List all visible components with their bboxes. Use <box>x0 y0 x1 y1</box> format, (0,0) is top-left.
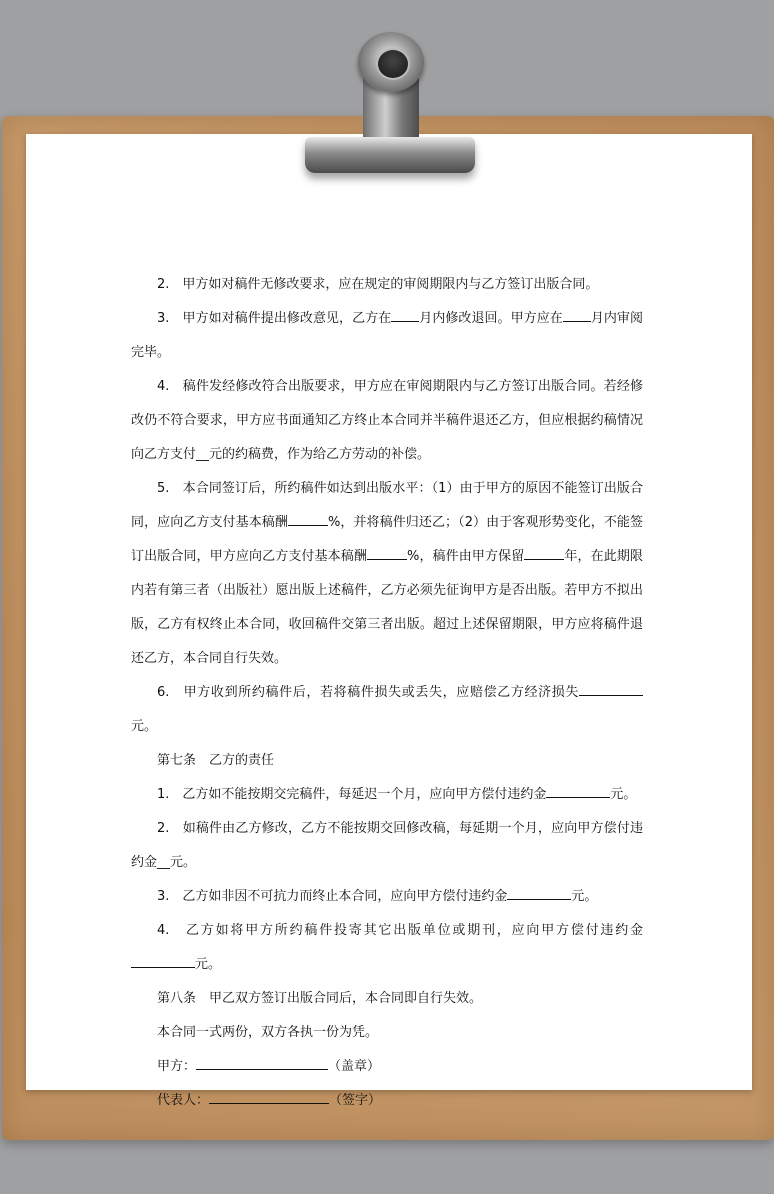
article-7-clause-4: 4. 乙方如将甲方所约稿件投寄其它出版单位或期刊，应向甲方偿付违约金元。 <box>131 914 643 982</box>
article-7-heading: 第七条 乙方的责任 <box>157 753 275 768</box>
clause-3: 3. 甲方如对稿件提出修改意见，乙方在 月内修改退回。甲方应在 月内审阅完毕。 <box>131 311 643 360</box>
article-7-clause-2: 2. 如稿件由乙方修改，乙方不能按期交回修改稿，每延期一个月，应向甲方偿付违约金__元。 <box>131 821 643 870</box>
clause-2: 2. 甲方如对稿件无修改要求，应在规定的审阅期限内与乙方签订出版合同。 <box>157 277 599 292</box>
copies-statement: 本合同一式两份，双方各执一份为凭。 <box>157 1025 379 1040</box>
article-7-clause-1: 1. 乙方如不能按期交完稿件，每延迟一个月，应向甲方偿付违约金 元。 <box>157 787 637 802</box>
signature-representative: 代表人： （签字） <box>157 1093 382 1108</box>
clause-4: 4. 稿件发经修改符合出版要求，甲方应在审阅期限内与乙方签订出版合同。若经修改仍不符合要求，甲方应书面通知乙方终止本合同并半稿件退还乙方，但应根据约稿情况向乙方支付__元的约稿费，作为给乙方劳动的补偿。 <box>131 379 643 462</box>
clause-5: 5. 本合同签订后，所约稿件如达到出版水平：（1）由于甲方的原因不能签订出版合同，应向乙方支付基本稿酬 %，并将稿件归还乙；（2）由于客观形势变化，不能签订出版合同，甲方应向乙方支付基本稿酬 %，稿件由甲方保留 年，在此期限内若有第三者（出版社）愿出版上述稿件，乙方必须先征询甲方是否出版。若甲方不拟出版，乙方有权终止本合同，收回稿件交第三者出版。超过上述保留期限，甲方应将稿件退还乙方，本合同自行失效。 <box>131 481 643 666</box>
article-8: 第八条 甲乙双方签订出版合同后，本合同即自行失效。 <box>157 991 483 1006</box>
contract-text <box>131 268 643 1118</box>
clip-bar <box>305 137 475 173</box>
signature-party-a: 甲方： （盖章） <box>157 1059 381 1074</box>
clip-hole-icon <box>376 48 410 80</box>
article-7-clause-3: 3. 乙方如非因不可抗力而终止本合同，应向甲方偿付违约金 元。 <box>157 889 598 904</box>
clause-6: 6. 甲方收到所约稿件后，若将稿件损失或丢失，应赔偿乙方经济损失元。 <box>131 676 643 744</box>
